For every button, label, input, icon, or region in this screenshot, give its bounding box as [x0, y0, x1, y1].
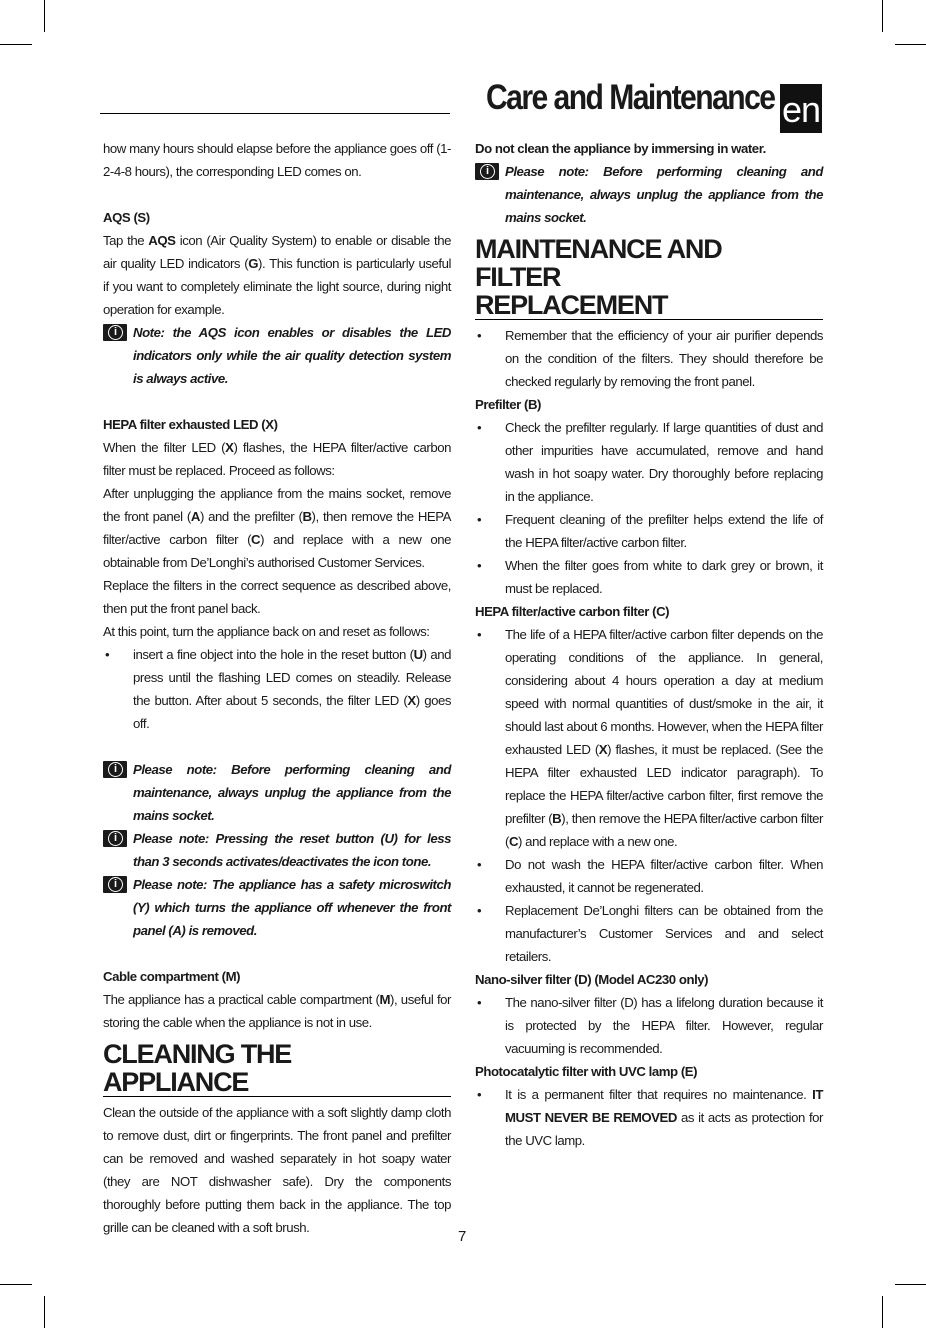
- text-run: Replacement De’Longhi filters can be obtained from the manufacturer’s Customer Services and and select retailers.: [505, 903, 823, 964]
- subheading: [475, 968, 823, 991]
- bullet-item: [475, 623, 823, 853]
- crop-mark: [882, 1296, 883, 1328]
- paragraph: [103, 1101, 451, 1239]
- text-run: At this point, turn the appliance back on and reset as follows:: [103, 624, 430, 639]
- bold-text: C: [251, 532, 261, 547]
- language-badge: en: [780, 84, 822, 133]
- page-number: 7: [458, 1228, 467, 1245]
- text-run: Cable compartment (M): [103, 969, 241, 984]
- note: [475, 160, 823, 229]
- text-run: HEPA filter exhausted LED (X): [103, 417, 278, 432]
- bold-text: X: [407, 693, 416, 708]
- paragraph: [103, 574, 451, 620]
- text-run: Do not clean the appliance by immersing in water.: [475, 141, 766, 156]
- info-icon: i: [475, 163, 499, 180]
- bullet-item: [475, 554, 823, 600]
- crop-mark: [882, 0, 883, 32]
- text-run: Please note: Pressing the reset button (U) for less than 3 seconds activates/deactivates the icon tone.: [133, 831, 451, 869]
- bullet-item: [475, 324, 823, 393]
- text-run: ), then remove the HEPA filter/active carbon filter (: [505, 811, 823, 849]
- text-run: Check the prefilter regularly. If large quantities of dust and other impurities have accumulated, remove and hand wash in hot soapy water. Dry thoroughly before replacing in the appliance.: [505, 420, 823, 504]
- text-run: Replace the filters in the correct sequence as described above, then put the front panel back.: [103, 578, 451, 616]
- section-heading-text: [475, 235, 823, 320]
- subheading: [103, 965, 451, 988]
- right-column: [475, 137, 823, 1152]
- note: [103, 827, 451, 873]
- text-run: Remember that the efficiency of your air purifier depends on the condition of the filters. They should therefore be checked regularly by removing the front panel.: [505, 328, 823, 389]
- text-run: ) and the prefilter (: [199, 509, 303, 524]
- text-run: Please note: Before performing cleaning and maintenance, always unplug the appliance from the mains socket.: [505, 164, 823, 225]
- paragraph: [103, 988, 451, 1034]
- paragraph: [103, 137, 451, 183]
- spacer: [103, 942, 451, 965]
- text-run: ) and press until the flashing LED comes on steadily. Release the button. After about 5 seconds, the filter LED (: [133, 647, 452, 708]
- bold-text: A: [190, 509, 200, 524]
- bullet-item: [475, 416, 823, 508]
- text-run: MAINTENANCE AND FILTER REPLACEMENT: [475, 234, 722, 320]
- text-run: The life of a HEPA filter/active carbon filter depends on the operating conditions of the appliance. In general, considering about 4 hours operation a day at medium speed with normal quantities of dust/smoke in the air, it should last about 6 months. However, when the HEPA filter exhausted LED (: [505, 627, 823, 757]
- text-run: HEPA filter/active carbon filter (C): [475, 604, 670, 619]
- info-icon: i: [103, 324, 127, 341]
- spacer: [103, 183, 451, 206]
- paragraph: [103, 482, 451, 574]
- subheading: [475, 1060, 823, 1083]
- paragraph: [103, 620, 451, 643]
- section-heading: [475, 235, 823, 320]
- subheading: [475, 137, 823, 160]
- bold-text: B: [302, 509, 312, 524]
- text-run: It is a permanent filter that requires no maintenance.: [505, 1087, 813, 1102]
- text-run: Clean the outside of the appliance with a soft slightly damp cloth to remove dust, dirt or fingerprints. The front panel and prefilter can be removed and washed separately in hot soapy water (they are NOT dishwasher safe). Dry the components thoroughly before putting them back in the appliance. The top grille can be cleaned with a soft brush.: [103, 1105, 451, 1235]
- spacer: [103, 735, 451, 758]
- crop-mark: [44, 0, 45, 32]
- text-run: Do not wash the HEPA filter/active carbon filter. When exhausted, it cannot be regenerated.: [505, 857, 823, 895]
- note: [103, 758, 451, 827]
- crop-mark: [895, 1284, 926, 1285]
- bold-text: AQS: [148, 233, 176, 248]
- subheading: [475, 393, 823, 416]
- bold-text: M: [379, 992, 390, 1007]
- text-run: Frequent cleaning of the prefilter helps extend the life of the HEPA filter/active carbon filter.: [505, 512, 823, 550]
- bullet-item: [475, 991, 823, 1060]
- text-run: Please note: The appliance has a safety microswitch (Y) which turns the appliance off whenever the front panel (A) is removed.: [133, 877, 451, 938]
- text-run: Nano-silver filter (D) (Model AC230 only): [475, 972, 709, 987]
- bold-text: IT MUST NEVER BE REMOVED: [505, 1087, 823, 1125]
- text-run: After unplugging the appliance from the mains socket, remove the front panel (: [103, 486, 451, 524]
- text-run: icon (Air Quality System) to enable or disable the air quality LED indicators (: [103, 233, 451, 271]
- note: [103, 873, 451, 942]
- spacer: [103, 390, 451, 413]
- text-run: When the filter goes from white to dark grey or brown, it must be replaced.: [505, 558, 823, 596]
- text-run: insert a fine object into the hole in the reset button (: [133, 647, 414, 662]
- text-run: The appliance has a practical cable compartment (: [103, 992, 380, 1007]
- info-icon: i: [103, 761, 127, 778]
- text-run: AQS (S): [103, 210, 150, 225]
- subheading: [103, 206, 451, 229]
- bullet-item: [103, 643, 451, 735]
- section-heading-text: [103, 1040, 451, 1097]
- note: [103, 321, 451, 390]
- text-run: as it acts as protection for the UVC lamp.: [505, 1110, 823, 1148]
- text-run: Tap the: [103, 233, 149, 248]
- text-run: The nano-silver filter (D) has a lifelong duration because it is protected by the HEPA filter. However, regular vacuuming is recommended.: [505, 995, 823, 1056]
- bullet-item: [475, 1083, 823, 1152]
- section-heading: [103, 1040, 451, 1097]
- crop-mark: [0, 44, 32, 45]
- text-run: ) and replace with a new one.: [518, 834, 678, 849]
- text-run: ), then remove the HEPA filter/active carbon filter (: [103, 509, 451, 547]
- info-icon: i: [103, 876, 127, 893]
- page-title: Care and Maintenance: [485, 78, 774, 117]
- bold-text: U: [413, 647, 423, 662]
- bold-text: B: [552, 811, 562, 826]
- text-run: ) goes off.: [133, 693, 452, 731]
- bullet-item: [475, 899, 823, 968]
- text-run: When the filter LED (: [103, 440, 226, 455]
- bold-text: X: [225, 440, 234, 455]
- bold-text: G: [248, 256, 258, 271]
- left-column: [103, 137, 451, 1239]
- subheading: [475, 600, 823, 623]
- text-run: ). This function is particularly useful if you want to completely eliminate the light source, during night operation for example.: [103, 256, 451, 317]
- crop-mark: [0, 1284, 32, 1285]
- text-run: Please note: Before performing cleaning and maintenance, always unplug the appliance from the mains socket.: [133, 762, 451, 823]
- text-run: ) flashes, it must be replaced. (See the HEPA filter exhausted LED indicator paragraph). To replace the HEPA filter/active carbon filter, first remove the prefilter (: [505, 742, 824, 826]
- text-run: Photocatalytic filter with UVC lamp (E): [475, 1064, 698, 1079]
- crop-mark: [44, 1296, 45, 1328]
- paragraph: [103, 436, 451, 482]
- crop-mark: [895, 44, 926, 45]
- text-run: ), useful for storing the cable when the appliance is not in use.: [103, 992, 451, 1030]
- text-run: ) and replace with a new one obtainable from De’Longhi’s authorised Customer Services.: [103, 532, 451, 570]
- text-run: Note: the AQS icon enables or disables the LED indicators only while the air quality detection system is always active.: [133, 325, 451, 386]
- bold-text: C: [508, 834, 519, 849]
- subheading: [103, 413, 451, 436]
- bold-text: X: [598, 742, 608, 757]
- header-rule: [100, 113, 450, 114]
- paragraph: [103, 229, 451, 321]
- bullet-item: [475, 508, 823, 554]
- info-icon: i: [103, 830, 127, 847]
- text-run: CLEANING THE APPLIANCE: [103, 1039, 292, 1097]
- text-run: Prefilter (B): [475, 397, 541, 412]
- text-run: ) flashes, the HEPA filter/active carbon filter must be replaced. Proceed as follows:: [103, 440, 451, 478]
- bullet-item: [475, 853, 823, 899]
- text-run: how many hours should elapse before the appliance goes off (1-2-4-8 hours), the corresponding LED comes on.: [103, 141, 451, 179]
